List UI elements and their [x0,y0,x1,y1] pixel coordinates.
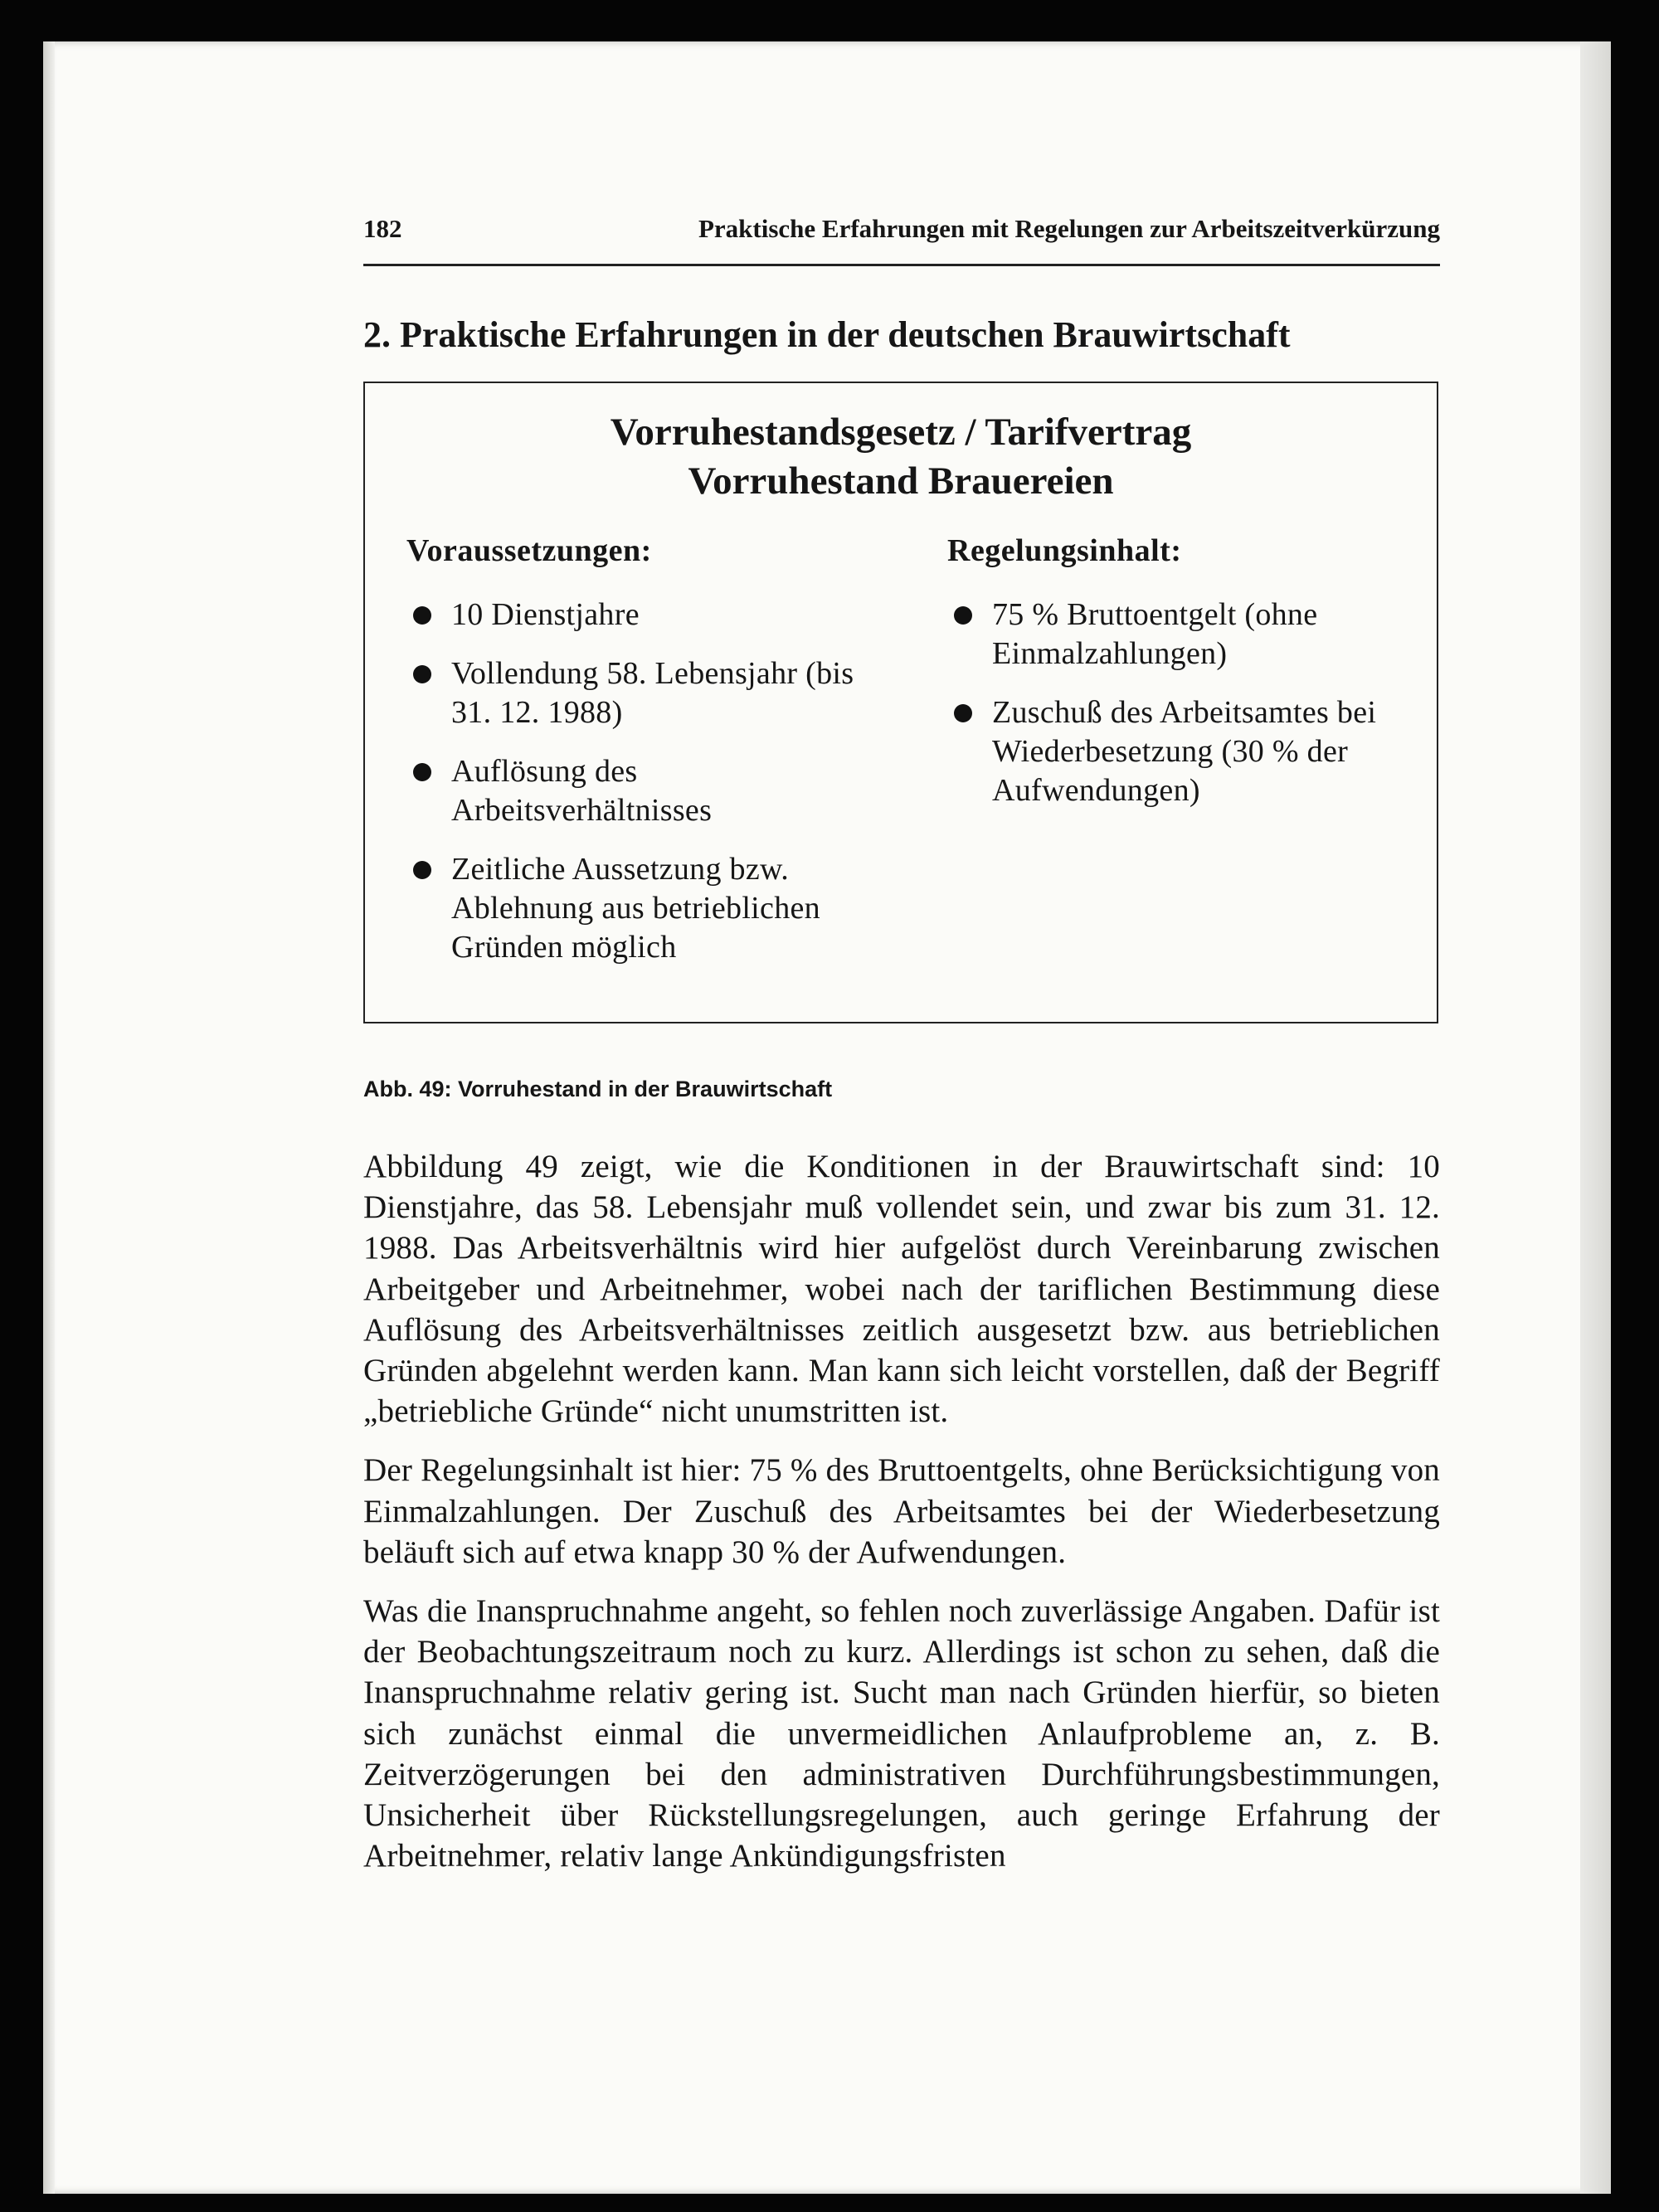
list-item-text: Auflösung des Arbeitsverhältnisses [451,754,713,828]
list-item [947,693,1412,810]
bullet-icon [413,665,431,683]
paragraph: Der Regelungsinhalt ist hier: 75 % des Bruttoentgelts, ohne Berücksichtigung von Einmalzahlungen. Der Zuschuß des Arbeitsamtes bei der Wiederbesetzung beläuft sich auf etwa knapp 30 % der Aufwendungen. [363,1452,1440,1570]
page-stack-edge [1580,41,1611,2194]
requirements-list [406,596,871,967]
regulation-column [947,532,1412,830]
paragraph: Was die Inanspruchnahme angeht, so fehlen noch zuverlässige Angaben. Dafür ist der Beobachtungszeitraum noch zu kurz. Allerdings ist schon zu sehen, daß die Inanspruchnahme relativ gering ist. Sucht man nach Gründen hierfür, so bieten sich zunächst einmal die unvermeidlichen Anlaufprobleme an, z. B. Zeitverzögerungen bei den administrativen Durchführungsbestimmungen, Unsicherheit über Rückstellungsregelungen, auch geringe Erfahrung der Arbeitnehmer, relativ lange Ankündigungsfristen [363,1593,1440,1874]
section-title: 2. Praktische Erfahrungen in der deutschen Brauwirtschaft [363,314,1291,355]
header-rule [363,264,1440,266]
list-item [406,850,871,967]
list-item-text: Zuschuß des Arbeitsamtes bei Wiederbesetzung (30 % der Aufwendungen) [992,695,1377,808]
bullet-icon [413,861,431,879]
bullet-icon [413,763,431,781]
list-item-text: 75 % Bruttoentgelt (ohne Einmalzahlungen) [992,597,1318,671]
list-item-text: 10 Dienstjahre [451,597,640,632]
running-title: Praktische Erfahrungen mit Regelungen zur Arbeitszeitverkürzung [698,214,1440,243]
list-item-text: Vollendung 58. Lebensjahr (bis 31. 12. 1988) [451,656,854,730]
bullet-icon [954,704,972,722]
list-item [947,596,1412,673]
list-item [406,752,871,830]
paragraph: Abbildung 49 zeigt, wie die Konditionen in der Brauwirtschaft sind: 10 Dienstjahre, das 58. Lebensjahr muß vollendet sein, und zwar bis zum 31. 12. 1988. Das Arbeitsverhältnis wird hier aufgelöst durch Vereinbarung zwischen Arbeitgeber und Arbeitnehmer, wobei nach der tariflichen Bestimmung diese Auflösung des Arbeitsverhältnisses zeitlich ausgesetzt bzw. aus betrieblichen Gründen abgelehnt werden kann. Man kann sich leicht vorstellen, daß der Begriff „betriebliche Gründe“ nicht unumstritten ist. [363,1149,1440,1430]
requirements-column [406,532,871,987]
figure-title [365,408,1437,506]
regulation-list [947,596,1412,810]
page-gutter-shadow [43,41,55,2194]
page-number: 182 [363,214,402,243]
list-item [406,596,871,634]
requirements-heading: Voraussetzungen: [406,533,652,568]
bullet-icon [954,606,972,625]
figure-title-line-1: Vorruhestandsgesetz / Tarifvertrag [610,411,1192,454]
bullet-icon [413,606,431,625]
body-text [363,1146,1440,1894]
figure-title-line-2: Vorruhestand Brauereien [688,459,1114,503]
figure-box [363,382,1438,1023]
list-item [406,654,871,732]
running-header [363,214,1440,255]
list-item-text: Zeitliche Aussetzung bzw. Ablehnung aus betrieblichen Gründen möglich [451,852,820,965]
regulation-heading: Regelungsinhalt: [947,533,1182,568]
figure-caption: Abb. 49: Vorruhestand in der Brauwirtschaft [363,1077,833,1101]
